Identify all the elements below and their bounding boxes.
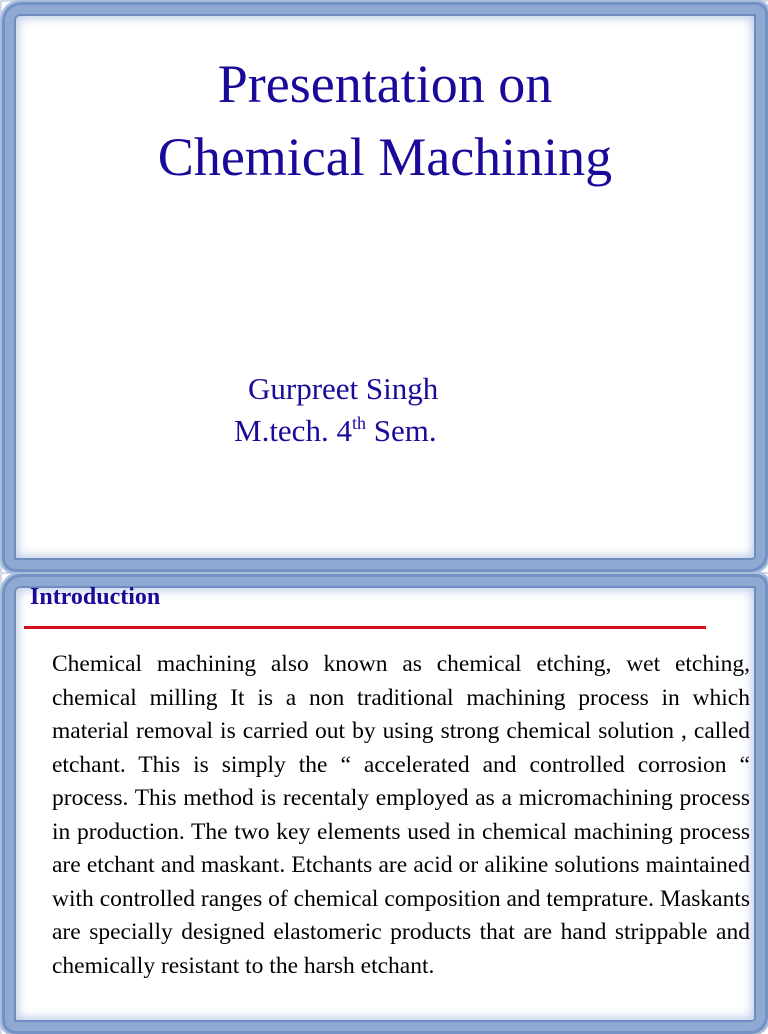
course-prefix: M.tech. 4 [234, 413, 352, 448]
author-block [234, 368, 438, 452]
heading-underline [24, 626, 706, 629]
intro-slide [2, 574, 768, 1034]
course-superscript: th [351, 413, 366, 433]
title-line-2: Chemical Machining [157, 127, 613, 187]
course-suffix: Sem. [365, 413, 437, 448]
intro-paragraph: Chemical machining also known as chemical etching, wet etching, chemical milling It is a non traditional machining process in which material removal is carried out by using strong chemical solution , called etchant. This is simply the “ accelerated and controlled corrosion “ process. This method is recentaly employed as a micromachining process in production. The two key elements used in chemical machining process are etchant and maskant. Etchants are acid or alikine solutions maintained with controlled ranges of chemical composition and temprature. Maskants are specially designed elastomeric products that are hand strippable and chemically resistant to the harsh etchant. [52, 651, 750, 979]
title-line-1: Presentation on [217, 54, 553, 114]
slide-title [2, 48, 768, 194]
author-name: Gurpreet Singh [248, 371, 439, 406]
intro-heading: Introduction [30, 584, 161, 610]
author-course [234, 410, 438, 452]
title-slide [2, 2, 768, 572]
